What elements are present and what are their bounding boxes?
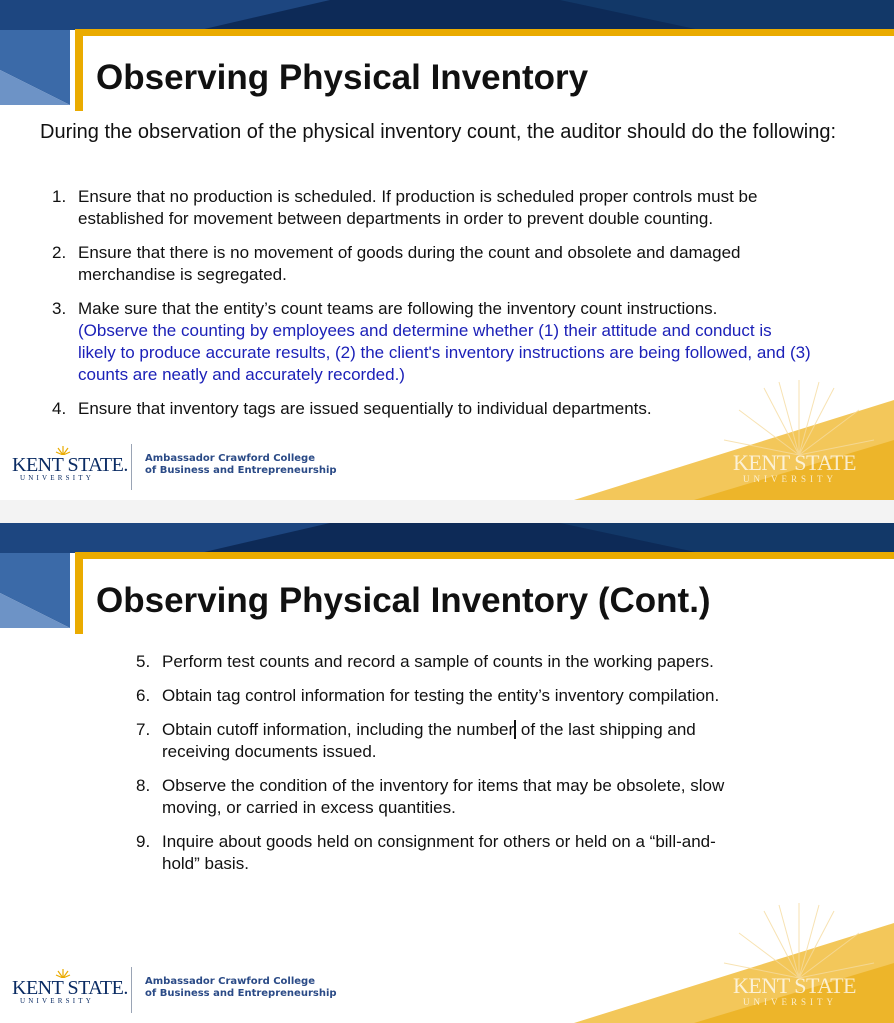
list-item <box>136 685 726 707</box>
list-item <box>136 775 726 819</box>
item-number: 5. <box>136 652 151 671</box>
university-logo-subtext: UNIVERSITY <box>20 997 94 1005</box>
slide-1 <box>0 0 894 500</box>
university-watermark <box>733 444 883 490</box>
item-text: Perform test counts and record a sample of counts in the working papers. <box>162 652 714 671</box>
item-text: Observe the condition of the inventory for items that may be obsolete, slow moving, or carried in excess quantities. <box>162 776 725 817</box>
item-number: 1. <box>52 187 67 206</box>
footer-logo <box>12 442 342 492</box>
inventory-steps-list-cont <box>136 651 726 887</box>
college-name: Ambassador Crawford College of Business and Entrepreneurship <box>145 976 337 999</box>
item-text: Obtain tag control information for testing the entity’s inventory compilation. <box>162 686 720 705</box>
item-text: Ensure that inventory tags are issued sequentially to individual departments. <box>78 399 652 418</box>
university-watermark <box>733 967 883 1013</box>
slide-title: Observing Physical Inventory (Cont.) <box>96 581 711 620</box>
university-logo-subtext: UNIVERSITY <box>20 474 94 482</box>
item-number: 4. <box>52 399 67 418</box>
list-item <box>136 719 726 763</box>
watermark-text: KENT STATE <box>733 450 856 475</box>
watermark-subtext: UNIVERSITY <box>743 474 837 484</box>
item-text: Make sure that the entity’s count teams are following the inventory count instructions. <box>78 299 718 318</box>
item-body <box>162 719 726 763</box>
footer-divider <box>131 444 132 490</box>
item-text: of the last shipping and receiving documents issued. <box>162 720 696 761</box>
item-text: Ensure that there is no movement of goods during the count and obsolete and damaged merchandise is segregated. <box>78 243 741 284</box>
footer-logo <box>12 965 342 1015</box>
item-note: (Observe the counting by employees and determine whether (1) their attitude and conduct is likely to produce accurate results, (2) the client's inventory instructions are being followed, and (3) counts are neatly and accurately recorded.) <box>78 321 811 384</box>
item-text: Inquire about goods held on consignment for others or held on a “bill-and-hold” basis. <box>162 832 716 873</box>
watermark-subtext: UNIVERSITY <box>743 997 837 1007</box>
item-number: 6. <box>136 686 151 705</box>
item-number: 8. <box>136 776 151 795</box>
list-item <box>52 242 812 286</box>
item-number: 2. <box>52 243 67 262</box>
slide-title: Observing Physical Inventory <box>96 58 589 97</box>
item-number: 7. <box>136 720 151 739</box>
list-item <box>136 831 726 875</box>
list-item <box>136 651 726 673</box>
college-name: Ambassador Crawford College of Business and Entrepreneurship <box>145 453 337 476</box>
item-number: 3. <box>52 299 67 318</box>
university-logo-text: KENT STATE. <box>12 454 128 476</box>
text-cursor: Obtain cutoff information, including the number <box>162 720 515 739</box>
footer-divider <box>131 967 132 1013</box>
watermark-text: KENT STATE <box>733 973 856 998</box>
intro-text: During the observation of the physical inventory count, the auditor should do the following: <box>40 121 837 143</box>
university-logo-text: KENT STATE. <box>12 977 128 999</box>
item-text: Ensure that no production is scheduled. If production is scheduled proper controls must be established for movement between departments in order to prevent double counting. <box>78 187 758 228</box>
item-number: 9. <box>136 832 151 851</box>
list-item <box>52 186 812 230</box>
